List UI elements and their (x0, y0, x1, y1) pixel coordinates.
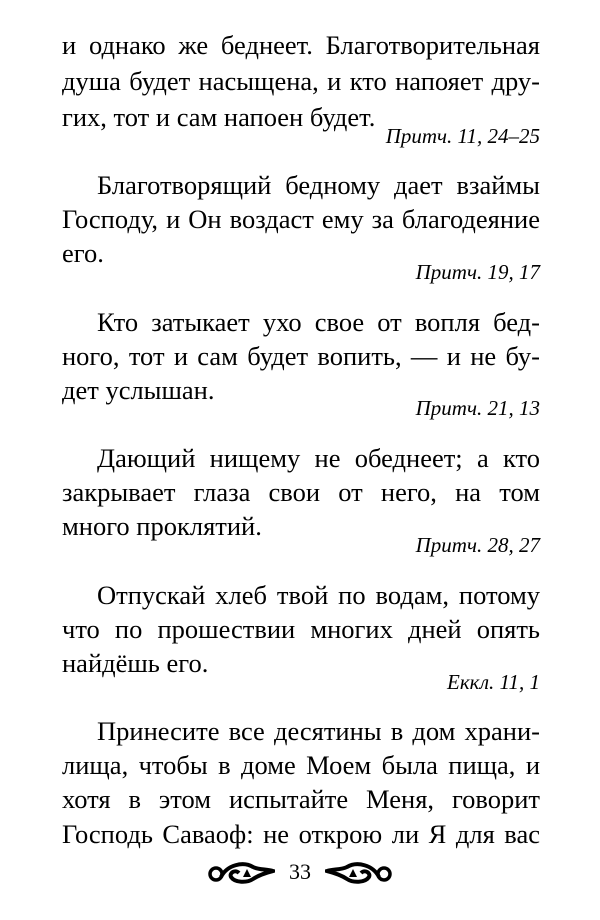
ornament-right-icon (325, 859, 393, 885)
text-line: душа будет насыщена, и кто напояет дру- (62, 66, 540, 96)
text-line: Дающий нищему не обеднеет; а кто (97, 443, 540, 473)
text-line: что по прошествии многих дней опять (62, 614, 540, 644)
scripture-reference: Притч. 11, 24–25 (385, 124, 540, 148)
text-line: лища, чтобы в доме Моем была пища, и (62, 750, 540, 780)
page-footer (0, 855, 600, 889)
text-line: много проклятий. (62, 511, 262, 541)
page-number: 33 (289, 859, 311, 884)
scripture-reference: Притч. 19, 17 (415, 260, 540, 284)
scripture-reference: Притч. 28, 27 (415, 533, 540, 557)
text-line: найдёшь его. (62, 648, 209, 678)
text-line: Кто затыкает ухо свое от вопля бед- (97, 307, 540, 337)
text-line: Благотворящий бедному дает взаймы (97, 170, 540, 200)
text-line: его. (62, 238, 104, 268)
text-line: Господь Саваоф: не открою ли Я для вас (62, 819, 540, 849)
text-line: закрывает глаза свои от него, на том (62, 477, 540, 507)
text-line: и однако же беднеет. Благотворительная (62, 30, 540, 60)
scripture-reference: Еккл. 11, 1 (447, 670, 540, 694)
text-line: Господу, и Он воздаст ему за благодеяние (62, 204, 540, 234)
text-line: Отпускай хлеб твой по водам, потому (97, 580, 540, 610)
text-line: Принесите все десятины в дом храни- (97, 716, 540, 746)
text-line: хотя в этом испытайте Меня, говорит (62, 784, 540, 814)
text-line: дет услышан. (62, 375, 215, 405)
ornament-left-icon (207, 859, 275, 885)
text-line: гих, тот и сам напоен будет. (62, 102, 376, 132)
scripture-reference: Притч. 21, 13 (415, 396, 540, 420)
text-line: ного, тот и сам будет вопить, — и не бу- (62, 341, 540, 371)
